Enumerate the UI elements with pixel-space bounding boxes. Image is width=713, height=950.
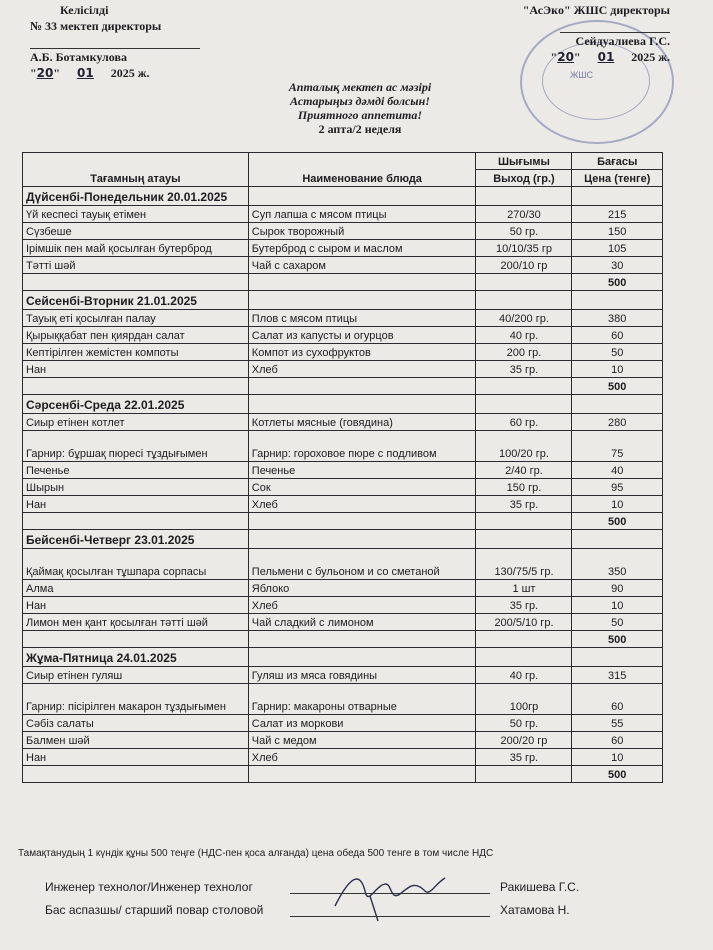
- dish-name-ru: Хлеб: [248, 361, 476, 378]
- signature-line-right: [560, 18, 670, 33]
- company-director-name: Сейдуалиева Г.С.: [575, 34, 670, 48]
- dish-price: 10: [572, 749, 663, 766]
- dish-name-kz: Сүзбеше: [23, 223, 249, 240]
- day-total-row: [23, 513, 663, 530]
- col-header-yield-kz: Шығымы: [476, 153, 572, 170]
- dish-name-kz: Алма: [23, 580, 249, 597]
- dish-yield: 200/20 гр: [476, 732, 572, 749]
- dish-price: 90: [572, 580, 663, 597]
- day-total-row: [23, 631, 663, 648]
- empty-cell: [476, 187, 572, 206]
- empty-cell: [476, 378, 572, 395]
- price-note: Тамақтанудың 1 күндік құны 500 теңге (НДС-пен қоса алғанда) цена обеда 500 тенге в том числе НДС: [18, 848, 494, 859]
- dish-yield: 200/10 гр: [476, 257, 572, 274]
- empty-cell: [476, 274, 572, 291]
- day-total-row: [23, 766, 663, 783]
- dish-name-ru: Печенье: [248, 462, 476, 479]
- dish-price: 50: [572, 344, 663, 361]
- table-row: [23, 580, 663, 597]
- date-day: 20: [557, 50, 574, 64]
- dish-price: 105: [572, 240, 663, 257]
- table-row: [23, 549, 663, 580]
- dish-price: 150: [572, 223, 663, 240]
- table-row: [23, 257, 663, 274]
- dish-name-kz: Нан: [23, 597, 249, 614]
- day-total: 500: [572, 378, 663, 395]
- approval-block-left: [30, 2, 230, 81]
- dish-name-kz: Балмен шәй: [23, 732, 249, 749]
- col-header-yield-ru: Выход (гр.): [476, 170, 572, 187]
- dish-name-kz: Сиыр етінен котлет: [23, 414, 249, 431]
- empty-cell: [248, 291, 476, 310]
- dish-name-kz: Кептірілген жемістен компоты: [23, 344, 249, 361]
- table-row: [23, 344, 663, 361]
- dish-name-ru: Гарнир: макароны отварные: [248, 684, 476, 715]
- dish-price: 40: [572, 462, 663, 479]
- empty-cell: [248, 530, 476, 549]
- dish-price: 50: [572, 614, 663, 631]
- dish-name-kz: Қаймақ қосылған тұшпара сорпасы: [23, 549, 249, 580]
- menu-table: [22, 152, 663, 783]
- menu-body: [23, 187, 663, 783]
- dish-name-kz: Тауық еті қосылған палау: [23, 310, 249, 327]
- table-row: [23, 240, 663, 257]
- dish-price: 10: [572, 361, 663, 378]
- dish-name-ru: Чай с сахаром: [248, 257, 476, 274]
- empty-cell: [23, 766, 249, 783]
- dish-name-ru: Пельмени с бульоном и со сметаной: [248, 549, 476, 580]
- dish-yield: 35 гр.: [476, 749, 572, 766]
- engineer-name: Ракишева Г.С.: [500, 880, 580, 894]
- day-total-row: [23, 378, 663, 395]
- dish-name-ru: Сок: [248, 479, 476, 496]
- table-row: [23, 310, 663, 327]
- dish-price: 315: [572, 667, 663, 684]
- approved-label: Келісілді: [60, 3, 109, 17]
- school-director-title: № 33 мектеп директоры: [30, 19, 162, 33]
- empty-cell: [23, 378, 249, 395]
- empty-cell: [248, 395, 476, 414]
- dish-name-kz: Нан: [23, 496, 249, 513]
- dish-name-ru: Чай сладкий с лимоном: [248, 614, 476, 631]
- dish-name-ru: Котлеты мясные (говядина): [248, 414, 476, 431]
- dish-price: 95: [572, 479, 663, 496]
- table-row: [23, 462, 663, 479]
- day-total-row: [23, 274, 663, 291]
- table-row: [23, 749, 663, 766]
- table-row: [23, 732, 663, 749]
- dish-name-ru: Хлеб: [248, 597, 476, 614]
- approval-date-left: "20" 01 2025 ж.: [30, 66, 150, 80]
- table-row: [23, 715, 663, 732]
- title-line-2: Астарыңыз дәмді болсын!: [290, 94, 430, 108]
- dish-name-kz: Ірімшік пен май қосылған бутерброд: [23, 240, 249, 257]
- day-title: Сәрсенбі-Среда 22.01.2025: [23, 395, 249, 414]
- dish-name-ru: Гарнир: гороховое пюре с подливом: [248, 431, 476, 462]
- table-row: [23, 667, 663, 684]
- date-month: 01: [597, 50, 615, 64]
- empty-cell: [248, 187, 476, 206]
- dish-name-kz: Сиыр етінен гуляш: [23, 667, 249, 684]
- dish-name-kz: Гарнир: пісірілген макарон тұздығымен: [23, 684, 249, 715]
- day-total: 500: [572, 631, 663, 648]
- dish-price: 350: [572, 549, 663, 580]
- date-month: 01: [77, 66, 94, 80]
- dish-name-ru: Яблоко: [248, 580, 476, 597]
- dish-yield: 35 гр.: [476, 496, 572, 513]
- dish-price: 10: [572, 496, 663, 513]
- table-row: [23, 361, 663, 378]
- empty-cell: [572, 291, 663, 310]
- empty-cell: [23, 631, 249, 648]
- day-header-row: [23, 530, 663, 549]
- dish-price: 60: [572, 327, 663, 344]
- empty-cell: [248, 378, 476, 395]
- empty-cell: [248, 648, 476, 667]
- col-header-ru-name: Наименование блюда: [248, 153, 476, 187]
- table-row: [23, 479, 663, 496]
- dish-name-kz: Қырыққабат пен қиярдан салат: [23, 327, 249, 344]
- day-title: Сейсенбі-Вторник 21.01.2025: [23, 291, 249, 310]
- dish-yield: 100/20 гр.: [476, 431, 572, 462]
- dish-yield: 10/10/35 гр: [476, 240, 572, 257]
- table-row: [23, 431, 663, 462]
- empty-cell: [23, 274, 249, 291]
- dish-name-ru: Компот из сухофруктов: [248, 344, 476, 361]
- empty-cell: [23, 513, 249, 530]
- col-header-kz-name: Тағамның атауы: [23, 153, 249, 187]
- day-header-row: [23, 291, 663, 310]
- day-header-row: [23, 187, 663, 206]
- engineer-label: Инженер технолог/Инженер технолог: [45, 880, 253, 894]
- dish-name-kz: Нан: [23, 361, 249, 378]
- table-row: [23, 223, 663, 240]
- dish-name-ru: Бутерброд с сыром и маслом: [248, 240, 476, 257]
- day-total: 500: [572, 274, 663, 291]
- dish-name-ru: Чай с медом: [248, 732, 476, 749]
- dish-name-kz: Нан: [23, 749, 249, 766]
- dish-yield: 150 гр.: [476, 479, 572, 496]
- dish-yield: 50 гр.: [476, 223, 572, 240]
- dish-yield: 40 гр.: [476, 327, 572, 344]
- empty-cell: [476, 631, 572, 648]
- date-day: 20: [36, 66, 54, 80]
- dish-yield: 200/5/10 гр.: [476, 614, 572, 631]
- date-year: 2025 ж.: [110, 66, 150, 80]
- day-header-row: [23, 395, 663, 414]
- table-row: [23, 496, 663, 513]
- date-year: 2025 ж.: [631, 50, 670, 64]
- dish-price: 280: [572, 414, 663, 431]
- dish-price: 75: [572, 431, 663, 462]
- dish-yield: 35 гр.: [476, 597, 572, 614]
- day-title: Жұма-Пятница 24.01.2025: [23, 648, 249, 667]
- table-row: [23, 206, 663, 223]
- dish-price: 10: [572, 597, 663, 614]
- empty-cell: [572, 187, 663, 206]
- chef-name: Хатамова Н.: [500, 903, 570, 917]
- dish-yield: 40/200 гр.: [476, 310, 572, 327]
- dish-name-kz: Тәтті шәй: [23, 257, 249, 274]
- dish-name-kz: Үй кеспесі тауық етімен: [23, 206, 249, 223]
- dish-yield: 40 гр.: [476, 667, 572, 684]
- dish-yield: 60 гр.: [476, 414, 572, 431]
- dish-name-ru: Плов с мясом птицы: [248, 310, 476, 327]
- dish-yield: 2/40 гр.: [476, 462, 572, 479]
- empty-cell: [572, 395, 663, 414]
- dish-yield: 100гр: [476, 684, 572, 715]
- dish-price: 380: [572, 310, 663, 327]
- dish-name-kz: Гарнир: бұршақ пюресі тұздығымен: [23, 431, 249, 462]
- director-name: А.Б. Ботамкулова: [30, 50, 127, 64]
- dish-price: 60: [572, 684, 663, 715]
- title-line-4: 2 апта/2 неделя: [318, 122, 402, 136]
- signature-line-left: [30, 34, 200, 49]
- dish-yield: 35 гр.: [476, 361, 572, 378]
- empty-cell: [476, 766, 572, 783]
- dish-price: 215: [572, 206, 663, 223]
- empty-cell: [476, 291, 572, 310]
- table-row: [23, 614, 663, 631]
- chef-label: Бас аспазшы/ старший повар столовой: [45, 903, 264, 917]
- dish-name-ru: Сырок творожный: [248, 223, 476, 240]
- col-header-price-kz: Бағасы: [572, 153, 663, 170]
- empty-cell: [248, 274, 476, 291]
- dish-yield: 1 шт: [476, 580, 572, 597]
- empty-cell: [476, 513, 572, 530]
- dish-name-kz: Печенье: [23, 462, 249, 479]
- empty-cell: [248, 513, 476, 530]
- dish-price: 55: [572, 715, 663, 732]
- dish-yield: 130/75/5 гр.: [476, 549, 572, 580]
- dish-name-ru: Гуляш из мяса говядины: [248, 667, 476, 684]
- dish-name-ru: Хлеб: [248, 496, 476, 513]
- dish-name-ru: Салат из моркови: [248, 715, 476, 732]
- dish-yield: 50 гр.: [476, 715, 572, 732]
- menu-title: [200, 80, 520, 136]
- day-total: 500: [572, 766, 663, 783]
- company-director-title: "АсЭко" ЖШС директоры: [522, 3, 670, 17]
- date-quote: ": [30, 66, 37, 80]
- day-title: Дүйсенбі-Понедельник 20.01.2025: [23, 187, 249, 206]
- handwritten-signature: [330, 866, 460, 926]
- table-row: [23, 684, 663, 715]
- stamp-label: ЖШС: [570, 70, 594, 80]
- approval-block-right: [470, 2, 670, 65]
- col-header-price-ru: Цена (тенге): [572, 170, 663, 187]
- dish-price: 30: [572, 257, 663, 274]
- dish-name-ru: Суп лапша с мясом птицы: [248, 206, 476, 223]
- dish-yield: 270/30: [476, 206, 572, 223]
- dish-name-kz: Шырын: [23, 479, 249, 496]
- day-title: Бейсенбі-Четверг 23.01.2025: [23, 530, 249, 549]
- dish-name-kz: Сәбіз салаты: [23, 715, 249, 732]
- table-row: [23, 414, 663, 431]
- empty-cell: [476, 395, 572, 414]
- empty-cell: [476, 530, 572, 549]
- day-header-row: [23, 648, 663, 667]
- day-total: 500: [572, 513, 663, 530]
- empty-cell: [248, 766, 476, 783]
- title-line-1: Апталық мектеп ас мәзірі: [288, 80, 432, 94]
- approval-date-right: "20" 01 2025 ж.: [550, 50, 670, 64]
- title-line-3: Приятного аппетита!: [297, 108, 423, 122]
- empty-cell: [572, 648, 663, 667]
- table-row: [23, 327, 663, 344]
- table-row: [23, 597, 663, 614]
- dish-name-ru: Хлеб: [248, 749, 476, 766]
- empty-cell: [248, 631, 476, 648]
- dish-price: 60: [572, 732, 663, 749]
- dish-name-kz: Лимон мен қант қосылған тәтті шәй: [23, 614, 249, 631]
- dish-yield: 200 гр.: [476, 344, 572, 361]
- empty-cell: [572, 530, 663, 549]
- dish-name-ru: Салат из капусты и огурцов: [248, 327, 476, 344]
- empty-cell: [476, 648, 572, 667]
